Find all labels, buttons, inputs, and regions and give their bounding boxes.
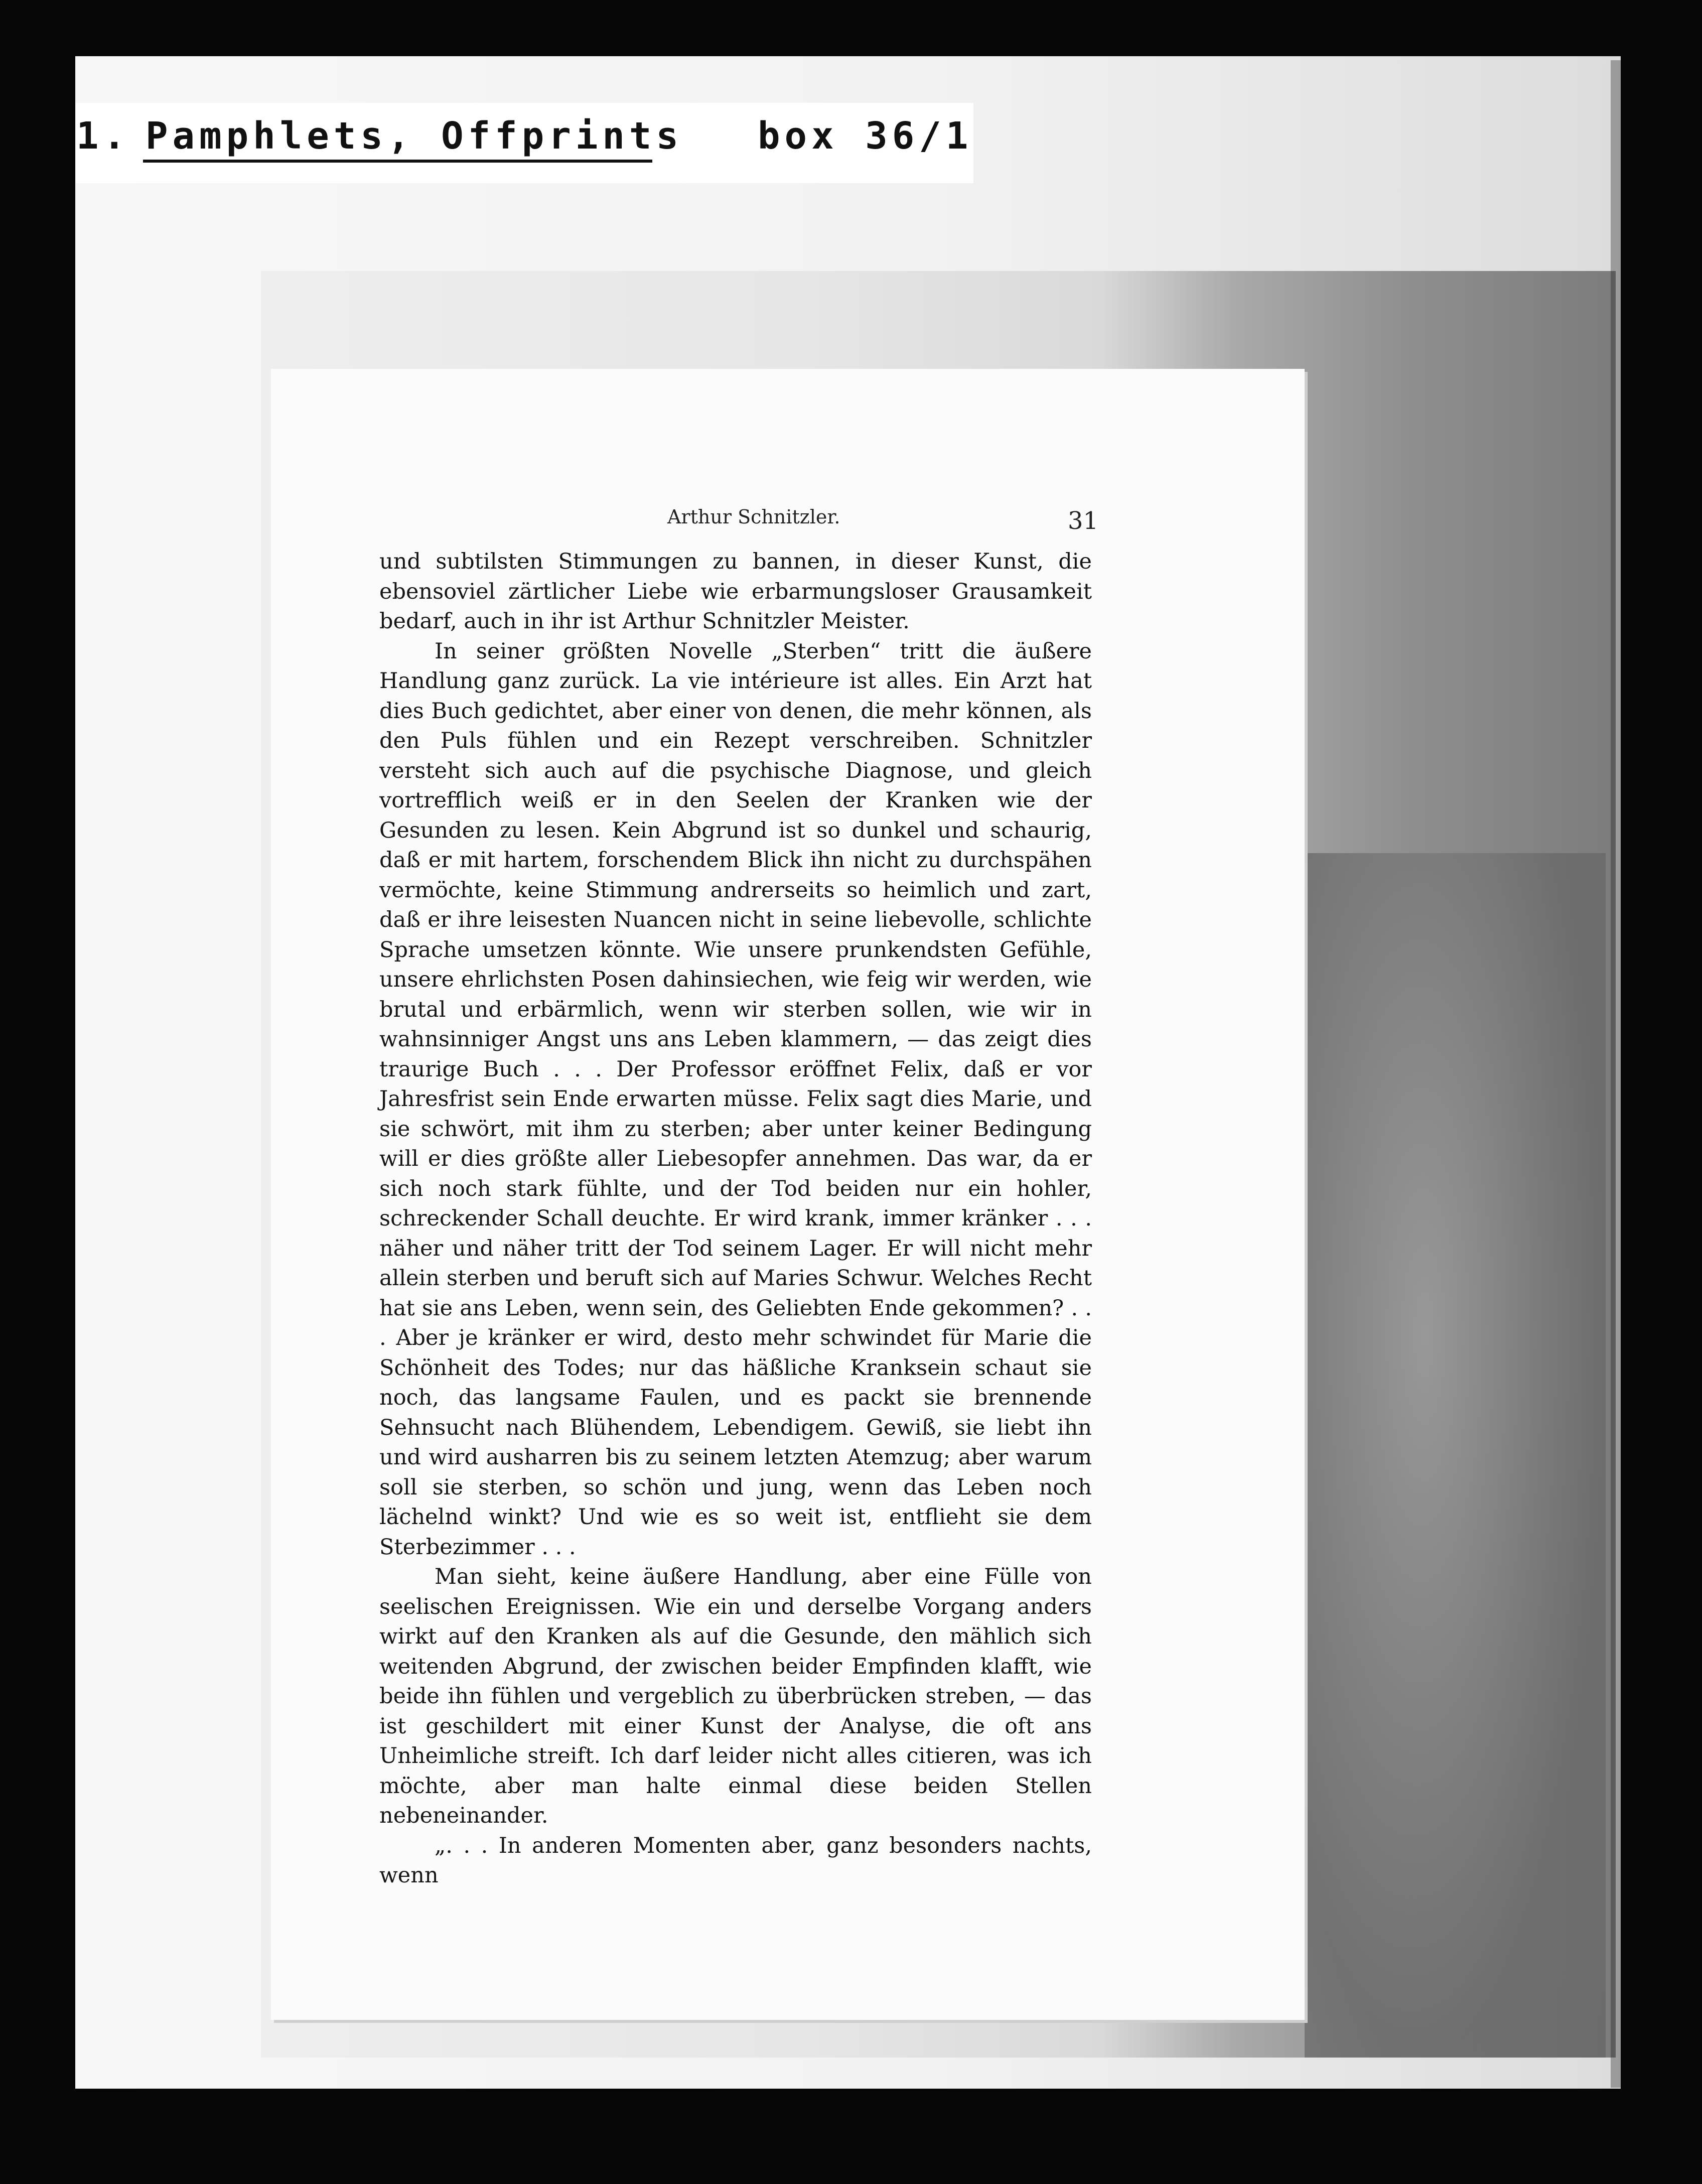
running-head: Arthur Schnitzler. — [667, 506, 840, 528]
archive-label-title: Pamphlets, Offprints — [146, 114, 683, 158]
paragraph-1: und subtilsten Stimmungen zu bannen, in dieser Kunst, die ebensoviel zärtlicher Liebe wie erbarmungsloser Grausamkeit bedarf, auch in ihr ist Arthur Schnitzler Meister. — [379, 549, 1092, 634]
body-text — [379, 547, 1092, 1891]
stain-shadow — [1305, 853, 1606, 2058]
archive-label-box: box 36/1 — [758, 114, 973, 158]
paragraph-3: Man sieht, keine äußere Handlung, aber eine Fülle von seelischen Ereignissen. Wie ein und derselbe Vorgang anders wirkt auf den Kranken als auf die Gesunde, den mählich sich weitenden Abgrund, der zwischen beider Empfinden klafft, wie beide ihn fühlen und vergeblich zu überbrücken streben, — das ist geschildert mit einer Kunst der Analyse, die oft ans Unheimliche streift. Ich darf leider nicht alles citieren, was ich möchte, aber man halte einmal diese beiden Stellen nebeneinander. — [379, 1564, 1092, 1828]
page-number: 31 — [1068, 507, 1099, 535]
paragraph-2: In seiner größten Novelle „Sterben“ tritt die äußere Handlung ganz zurück. La vie intérieure ist alles. Ein Arzt hat dies Buch gedichtet, aber einer von denen, die mehr können, als den Puls fühlen und ein Rezept verschreiben. Schnitzler versteht sich auch auf die psychische Diagnose, und gleich vortrefflich weiß er in den Seelen der Kranken wie der Gesunden zu lesen. Kein Abgrund ist so dunkel und schaurig, daß er mit hartem, forschendem Blick ihn nicht zu durchspähen vermöchte, keine Stimmung andrerseits so heimlich und zart, daß er ihre leisesten Nuancen nicht in seine liebevolle, schlichte Sprache umsetzen könnte. Wie unsere prunkendsten Gefühle, unsere ehrlichsten Posen dahinsiechen, wie feig wir werden, wie brutal und erbärmlich, wenn wir sterben sollen, wie wir in wahnsinniger Angst uns ans Leben klammern, — das zeigt dies traurige Buch . . . Der Professor eröffnet Felix, daß er vor Jahresfrist sein Ende erwarten müsse. Felix sagt dies Marie, und sie schwört, mit ihm zu sterben; aber unter keiner Bedingung will er dies größte aller Liebesopfer annehmen. Das war, da er sich noch stark fühlte, und der Tod beiden nur ein hohler, schreckender Schall deuchte. Er wird krank, immer kränker . . . näher und näher tritt der Tod seinem Lager. Er will nicht mehr allein sterben und beruft sich auf Maries Schwur. Welches Recht hat sie ans Leben, wenn sein, des Geliebten Ende gekommen? . . . Aber je kränker er wird, desto mehr schwindet für Marie die Schönheit des Todes; nur das häßliche Kranksein schaut sie noch, das langsame Faulen, und es packt sie brennende Sehnsucht nach Blühendem, Lebendigem. Gewiß, sie liebt ihn und wird ausharren bis zu seinem letzten Atemzug; aber warum soll sie sterben, so schön und jung, wenn das Leben noch lächelnd winkt? Und wie es so weit ist, entflieht sie dem Sterbezimmer . . . — [379, 638, 1092, 1560]
mount-edge — [1611, 60, 1621, 2088]
archive-label-number: 1. — [76, 114, 130, 158]
paragraph-4: „. . . In anderen Momenten aber, ganz besonders nachts, wenn — [379, 1833, 1092, 1888]
archive-label-underline — [143, 160, 652, 163]
